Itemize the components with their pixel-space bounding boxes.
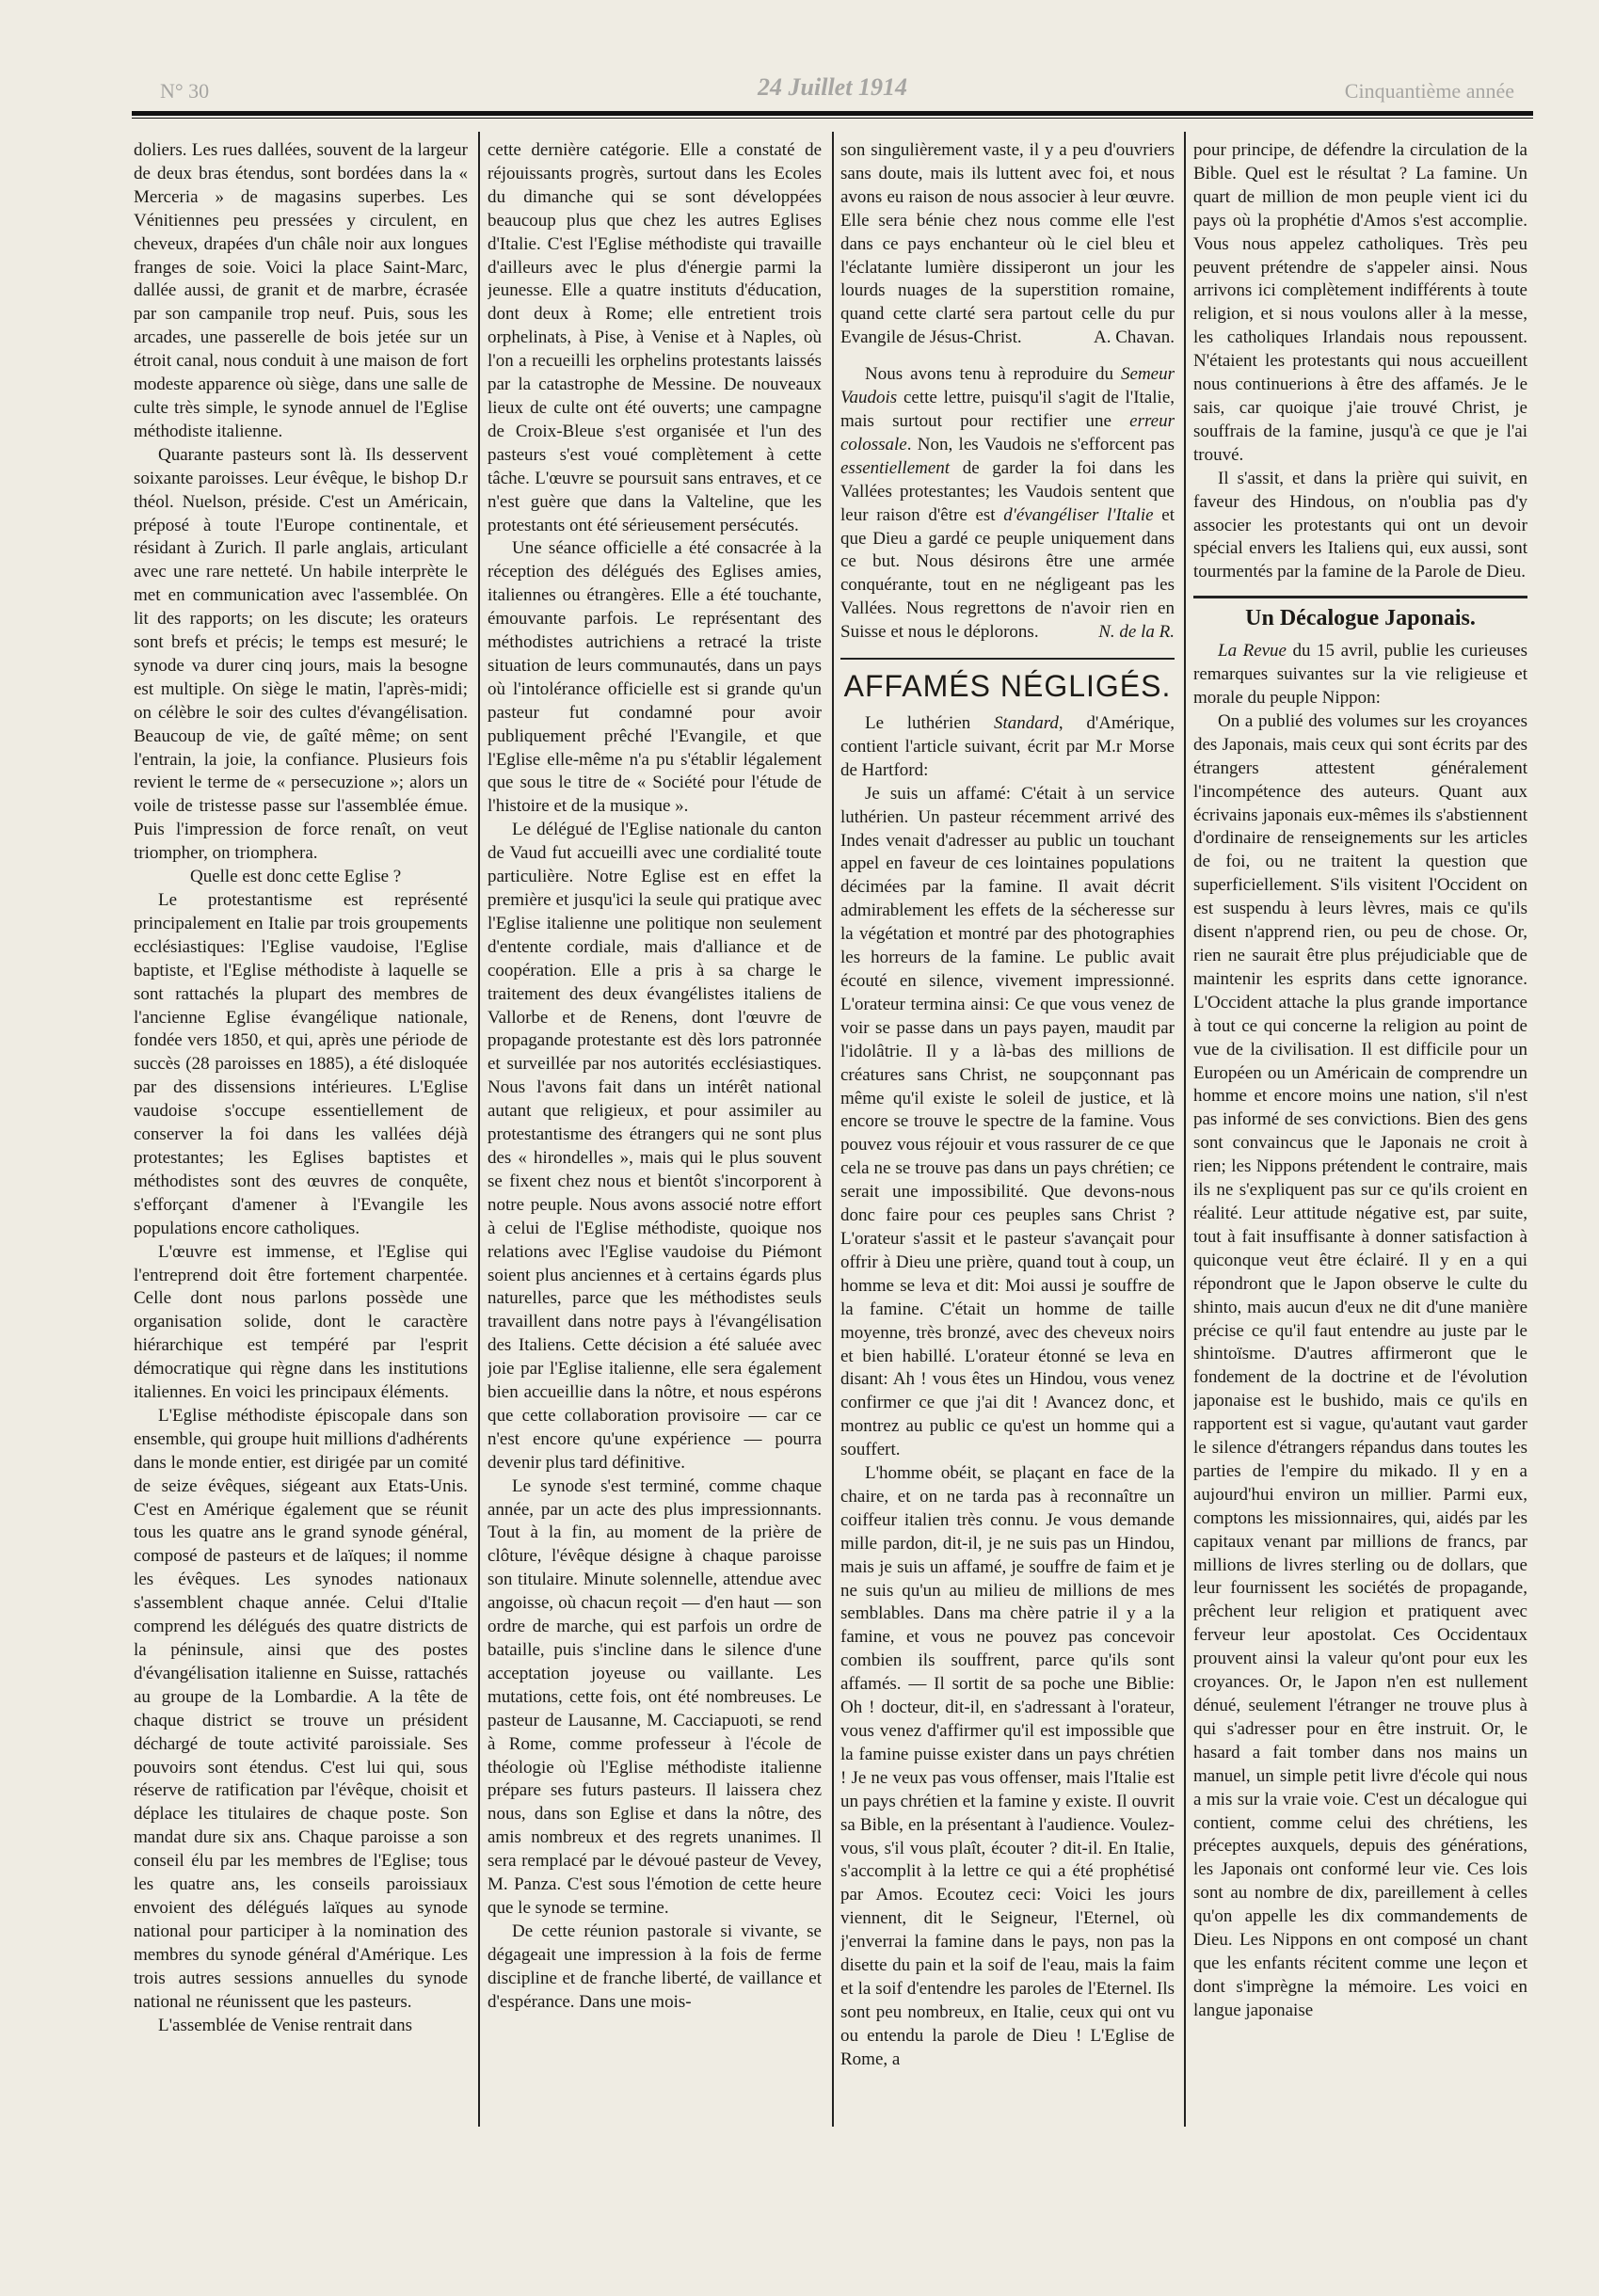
paragraph: Il s'assit, et dans la prière qui suivit, en faveur des Hindous, on n'oublia pas d'y associer les protestants qui ont un devoir spécial envers les Italiens qui, eux aussi, sont tourmentés par la famine de la Parole de Dieu. <box>1193 468 1527 582</box>
paragraph-text: son singulièrement vaste, il y a peu d'ouvriers sans doute, mais ils luttent avec foi, et nous avons eu raison de nous associer à leur œuvre. Elle sera bénie chez nous comme elle l'est dans ce pays enchanteur où le ciel bleu et l'éclatante lumière dissiperont un jour les lourds nuages de la superstition romaine, quand cette clarté sera partout celle du pur Evangile de Jésus-Christ. <box>840 140 1175 348</box>
note-text: de garder la foi dans les Vallées protestantes; les Vaudois sentent que leur raison d'être est <box>840 457 1175 525</box>
note-text: Nous avons tenu à reproduire du <box>865 364 1122 385</box>
column-separator <box>1184 132 1186 2127</box>
paragraph <box>840 712 1175 783</box>
paragraph: L'homme obéit, se plaçant en face de la chaire, et on ne tarda pas à reconnaître un coiffeur italien très connu. Je vous demande mille pardon, dit-il, je ne suis pas un Hindou, mais je suis un affamé, je souffre de faim et je ne suis qu'un au milieu de millions de mes semblables. Dans ma chère patrie il y a la famine, et vous ne pouvez pas concevoir combien ils souffrent, parce qu'ils sont affamés. — Il sortit de sa poche une Biblie: Oh ! docteur, dit-il, en s'adressant à l'orateur, vous venez d'affirmer qu'il est impossible que la famine puisse exister dans un pays chrétien ! Je ne veux pas vous offenser, mais l'Italie est un pays chrétien et la famine y existe. Il ouvrit sa Bible, en la présentant à l'audience. Voulez-vous, s'il vous plaît, écouter ? dit-il. En Italie, s'accomplit à la lettre ce qui a été prophétisé par Amos. Ecoutez ceci: Voici les jours viennent, dit le Seigneur, l'Eternel, où j'enverrai la famine dans le pays, non pas la disette du pain et la soif de l'eau, mais la faim et la soif d'entendre les paroles de l'Eternel. Ils sont peu nombreux, en Italie, ceux qui ont vu ou entendu la parole de Dieu ! L'Eglise de Rome, a <box>840 1463 1175 2069</box>
paragraph: Une séance officielle a été consacrée à la réception des délégués des Eglises amies, italiennes ou étrangères. Elle a été touchante, émouvante parfois. Le représentant des méthodistes autrichiens a retracé la triste situation de leurs communautés, dans un pays où l'intolérance officielle est si grande qu'un pasteur fut condamné pour avoir publiquement prêché l'Evangile, et que l'Eglise elle-même n'a pu s'établir légalement que sous le titre de « Société pour l'étude de l'histoire et de la musique ». <box>488 538 822 817</box>
paragraph <box>840 139 1175 350</box>
note-emphasis: d'évangéliser l'Italie <box>1003 504 1154 525</box>
note-text: cette lettre, puisqu'il s'agit de l'Italie, mais surtout pour rectifier une <box>840 388 1175 431</box>
paragraph-emphasis: Standard <box>993 713 1059 734</box>
paragraph: L'assemblée de Venise rentrait dans <box>158 2015 413 2035</box>
note-emphasis: essentiellement <box>840 457 951 478</box>
paragraph: L'Eglise méthodiste épiscopale dans son ensemble, qui groupe huit millions d'adhérents dans le monde entier, est dirigée par un comité de seize évêques, siégeant aux Etats-Unis. C'est en Amérique également que se réunit tous les quatre ans le grand synode général, composé de pasteurs et de laïques; il nomme les évêques. Les synodes nationaux s'assemblent chaque année. Celui d'Italie comprend les délégués des quatre districts de la péninsule, ainsi que des postes d'évangélisation italienne en Suisse, rattachés au groupe de la Lombardie. A la tête de chaque district se trouve un président déchargé de toute activité paroissiale. Ses pouvoirs sont étendus. C'est lui qui, sous réserve de ratification par l'évêque, choisit et déplace les titulaires de chaque poste. Son mandat dure six ans. Chaque paroisse a son conseil élu par les membres de l'Eglise; tous les quatre ans, les conseils paroissiaux envoient des délégués laïques au synode national pour participer à la nomination des membres du synode général d'Amérique. Les trois autres sessions annuelles du synode national ne réunissent que les pasteurs. <box>134 1405 468 2012</box>
paragraph: cette dernière catégorie. Elle a constaté de réjouissants progrès, surtout dans les Ecoles du dimanche qui se sont développées beaucoup plus que chez les autres Eglises d'Italie. C'est l'Eglise méthodiste qui travaille d'ailleurs avec le plus d'énergie parmi la jeunesse. Elle a quatre instituts d'éducation, dont deux à Rome; elle entretient trois orphelinats, à Pise, à Venise et à Naples, où l'on a recueilli les orphelins protestants laissés par la catastrophe de Messine. De nouveaux lieux de culte ont été ouverts; une campagne de Croix-Bleue s'est organisée et l'un des pasteurs s'est voué complètement à cette tâche. L'œuvre se poursuit sans entraves, et ce n'est guère que dans la Valteline, que les protestants ont été sérieusement persécutés. <box>488 140 822 535</box>
paragraph: Le délégué de l'Eglise nationale du canton de Vaud fut accueilli avec une cordialité toute particulière. Notre Eglise est en effet la première et jusqu'ici la seule qui pratique avec l'Eglise italienne une politique non seulement d'entente cordiale, mais d'alliance et de coopération. Elle a pris à sa charge le traitement des deux évangélistes italiens de Vallorbe et de Renens, dont l'œuvre de propagande protestante est dès lors patronnée et surveillée par nos autorités ecclésiastiques. Nous l'avons fait dans un intérêt national autant que religieux, et pour assimiler au protestantisme des étrangers qui ne sont plus des « hirondelles », mais qui le plus souvent se fixent chez nous et bientôt s'incorporent à notre peuple. Nous avons associé notre effort à celui de l'Eglise méthodiste, quoique nos relations avec l'Eglise vaudoise du Piémont soient plus anciennes et à certains égards plus naturelles, parce que les méthodistes seuls travaillent dans notre pays à l'évangélisation des Italiens. Cette décision a été saluée avec joie par l'Eglise italienne, elle sera également bien accueillie dans la nôtre, et nous espérons que cette collaboration provisoire — car ce n'est encore qu'une expérience — pourra devenir plus tard définitive. <box>488 820 822 1473</box>
issue-date: 24 Juillet 1914 <box>758 73 907 101</box>
paragraph: De cette réunion pastorale si vivante, se dégageait une impression à la fois de ferme discipline et de franche liberté, de vaillance et d'espérance. Dans une mois- <box>488 1921 822 2012</box>
column-separator <box>832 132 834 2127</box>
column-3 <box>840 139 1175 2134</box>
page-header <box>132 72 1533 109</box>
paragraph-text: , d'Amérique, contient l'article suivant, écrit par M.r Morse de Hartford: <box>840 713 1175 780</box>
issue-number: N° 30 <box>160 79 210 103</box>
paragraph: Quarante pasteurs sont là. Ils desservent soixante paroisses. Leur évêque, le bishop D.r théol. Nuelson, préside. C'est un Américain, préposé à toute l'Europe continentale, et résidant à Zurich. Il parle anglais, articulant avec une rare netteté. Un habile interprète le met en communication avec l'assemblée. On lit des rapports; on les discute; les orateurs sont brefs et précis; le temps est mesuré; le synode va durer cinq jours, mais la besogne est multiple. On siège le matin, l'après-midi; on célèbre le soir des cultes d'évangélisation. Beaucoup de vie, de gaîté même; on sent l'entrain, la joie, la confiance. Plusieurs fois revient le terme de « persecuzione »; alors un voile de tristesse passe sur l'assemblée émue. Puis l'impression de force renaît, on veut triompher, on triomphera. <box>134 444 468 864</box>
note-emphasis: erreur colossale <box>840 410 1175 454</box>
paragraph-emphasis: La Revue <box>1218 641 1287 662</box>
paragraph: On a publié des volumes sur les croyances des Japonais, mais ceux qui sont écrits par des étrangers attestent généralement l'incompétence des auteurs. Quant aux écrivains japonais eux-mêmes ils s'abstiennent d'ordinaire de renseignements sur les articles de foi, ou ne traitent la question que superficiellement. S'ils visitent l'Occident on est suspendu à leurs lèvres, mais ce qu'ils disent n'apprend rien, ou peu de chose. Or, rien ne saurait être plus préjudiciable que de maintenir les esprits dans cette ignorance. L'Occident attache la plus grande importance à tout ce qui concerne la religion au point de vue de la civilisation. Il est difficile pour un Européen ou un Américain de comprendre un homme et encore moins une nation, s'il n'est pas informé de ses convictions. Bien des gens sont convaincus que le Japonais ne croit à rien; les Nippons prétendent le contraire, mais ils ne s'expliquent pas sur ce qu'ils croient en réalité. Leur attitude négative est, par suite, tout à fait insuffisante à donner satisfaction à quiconque veut être éclairé. Il y en a qui répondront que le Japon observe le culte du shinto, mais aucun d'eux ne dit d'une manière précise ce qu'il faut entendre au juste par le shintoïsme. D'autres affirmeront que le fondement de la doctrine et de l'évolution japonaise est le bushido, mais ce qu'ils en rapportent est si vague, qu'autant vaut garder le silence d'étrangers répandus dans toutes les parties de l'empire du mikado. Il y en a aujourd'hui environ un millier. Parmi eux, comptons les missionnaires, qui, aidés par les capitaux venant par millions de francs, par millions de livres sterling ou de dollars, que leur fournissent les sociétés de propagande, prêchent leur religion et pratiquent avec ferveur leur apostolat. Ces Occidentaux prouvent ainsi la valeur qu'ont pour eux les croyances. Or, le Japon n'en est nullement dénué, seulement l'étranger ne trouve plus à qui s'adresser pour en être instruit. Or, le hasard a fait tomber dans nos mains un manuel, un simple petit livre d'école qui nous a mis sur la vraie voie. C'est un décalogue qui contient, comme celui des chrétiens, les préceptes auxquels, depuis des générations, les Japonais ont conformé leur vie. Ces lois sont au nombre de dix, pareillement à celles qu'on appelle les dix commandements de Dieu. Les Nippons en ont composé un chant que les enfants récitent comme une leçon et dont s'imprègne la mémoire. Les voici en langue japonaise <box>1193 710 1527 2020</box>
paragraph: Le synode s'est terminé, comme chaque année, par un acte des plus impressionnants. Tout à la fin, au moment de la prière de clôture, l'évêque désigne à chaque paroisse son titulaire. Minute solennelle, attendue avec angoisse, où chacun reçoit — d'en haut — son ordre de marche, qui est parfois un ordre de bataille, puis s'incline dans le silence d'une acceptation joyeuse ou vaillante. Les mutations, cette fois, ont été nombreuses. Le pasteur de Lausanne, M. Cacciapuoti, se rend à Rome, comme professeur à l'école de théologie où l'Eglise méthodiste italienne prépare ses futurs pasteurs. Il laissera chez nous, dans son Eglise et dans la nôtre, des amis nombreux et des regrets unanimes. Il sera remplacé par le dévoué pasteur de Vevey, M. Panza. C'est sous l'émotion de cette heure que le synode se termine. <box>488 1475 822 1918</box>
paragraph: doliers. Les rues dallées, souvent de la largeur de deux bras étendus, sont bordées dans la « Merceria » de magasins superbes. Les Vénitiennes peu pressées y circulent, en cheveux, drapées d'un châle noir aux longues franges de soie. Voici la place Saint-Marc, dallée aussi, de granit et de marbre, écrasée par son campanile trop neuf. Puis, sous les arcades, une passerelle de bois jetée sur un étroit canal, nous conduit à une maison de fort modeste apparence où siège, dans une salle de culte très simple, le synode annuel de l'Eglise méthodiste italienne. <box>134 140 468 441</box>
section-rule <box>1193 596 1527 598</box>
article-title: Un Décalogue Japonais. <box>1245 606 1476 631</box>
paragraph-text: Le luthérien <box>865 713 994 734</box>
volume-year: Cinquantième année <box>1344 79 1514 103</box>
note-emphasis: Semeur Vaudois <box>840 364 1175 408</box>
paragraph <box>1193 640 1527 710</box>
paragraph: pour principe, de défendre la circulation de la Bible. Quel est le résultat ? La famine. Un quart de million de mon peuple vient ici du pays où la prophétie d'Amos s'est accomplie. Vous nous appelez catholiques. Très peu peuvent prétendre de s'appeler ainsi. Nous arrivons ici complètement indifférents à toute religion, et si nous voulons aller à la messe, les catholiques Irlandais nous repoussent. N'étaient les protestants qui nous accueillent nous continuerions à être des affamés. Je le sais, car quoique j'aie trouvé Christ, je souffrais de la famine, jusqu'à ce que je l'ai trouvé. <box>1193 140 1527 465</box>
paragraph-text: du 15 avril, publie les curieuses remarques suivantes sur la vie religieuse et morale du peuple Nippon: <box>1193 641 1527 709</box>
paragraph: Je suis un affamé: C'était à un service luthérien. Un pasteur récemment arrivé des Indes venait d'adresser au public un touchant appel en faveur de ces lointaines populations décimées par la famine. Il avait décrit admirablement les effets de la sécheresse sur la végétation et montré par des photographies les horreurs de la famine. Le public avait écouté en silence, vivement impressionné. L'orateur termina ainsi: Ce que vous venez de voir se passe dans un pays payen, maudit par l'idolâtrie. Il y a là-bas des millions de créatures sans Christ, ne soupçonnant pas même qu'il existe le soleil de justice, et là encore se trouve le spectre de la famine. Vous pouvez vous réjouir et vous rassurer de ce que cela ne se trouve pas dans un pays chrétien; ce serait une impossibilité. Que devons-nous donc faire pour ces peuples sans Christ ? L'orateur s'assit et le pasteur s'avançait pour offrir à Dieu une prière, quand tout à coup, un homme se leva et dit: Moi aussi je souffre de la famine. C'était un homme de taille moyenne, très bronzé, avec des cheveux noirs et bien habillé. L'orateur étonné se leva en disant: Ah ! vous êtes un Hindou, vous venez confirmer ce que j'ai dit ! Avancez donc, et montrez au public ce qu'est un homme qui a souffert. <box>840 783 1175 1460</box>
column-separator <box>478 132 480 2127</box>
column-2 <box>488 139 822 2134</box>
note-text: et que Dieu a gardé ce peuple uniquement dans ce but. Nous désirons être une armée conquérante, tout en ne négligeant pas les Vallées. Nous regrettons de n'avoir rien en Suisse et nous le déplorons. <box>840 504 1175 643</box>
signature: N. de la R. <box>1098 622 1175 643</box>
section-rule <box>840 658 1175 660</box>
note-text: . Non, les Vaudois ne s'efforcent pas <box>906 434 1175 454</box>
editorial-note <box>840 363 1175 645</box>
column-1 <box>134 139 468 2134</box>
column-4 <box>1193 139 1527 2134</box>
signature: A. Chavan. <box>1093 327 1175 348</box>
article-title: AFFAMÉS NÉGLIGÉS. <box>843 669 1172 704</box>
paragraph: Quelle est donc cette Eglise ? <box>190 867 402 887</box>
header-rule <box>132 111 1533 119</box>
paragraph: Le protestantisme est représenté principalement en Italie par trois groupements ecclésiastiques: l'Eglise vaudoise, l'Eglise baptiste, et l'Eglise méthodiste à laquelle se sont rattachés la plupart des membres de l'ancienne Eglise évangélique nationale, fondée vers 1850, et qui, après une période de succès (28 paroisses en 1885), a été disloquée par des dissensions intérieures. L'Eglise vaudoise s'occupe essentiellement de conserver la foi dans les vallées déjà protestantes; les Eglises baptistes et méthodistes sont des œuvres de conquête, s'efforçant d'amener à l'Evangile les populations encore catholiques. <box>134 890 468 1238</box>
paragraph: L'œuvre est immense, et l'Eglise qui l'entreprend doit être fortement charpentée. Celle dont nous parlons possède une organisation solide, dont le caractère hiérarchique est tempéré par l'esprit démocratique qui règne dans les institutions italiennes. En voici les principaux éléments. <box>134 1241 468 1403</box>
